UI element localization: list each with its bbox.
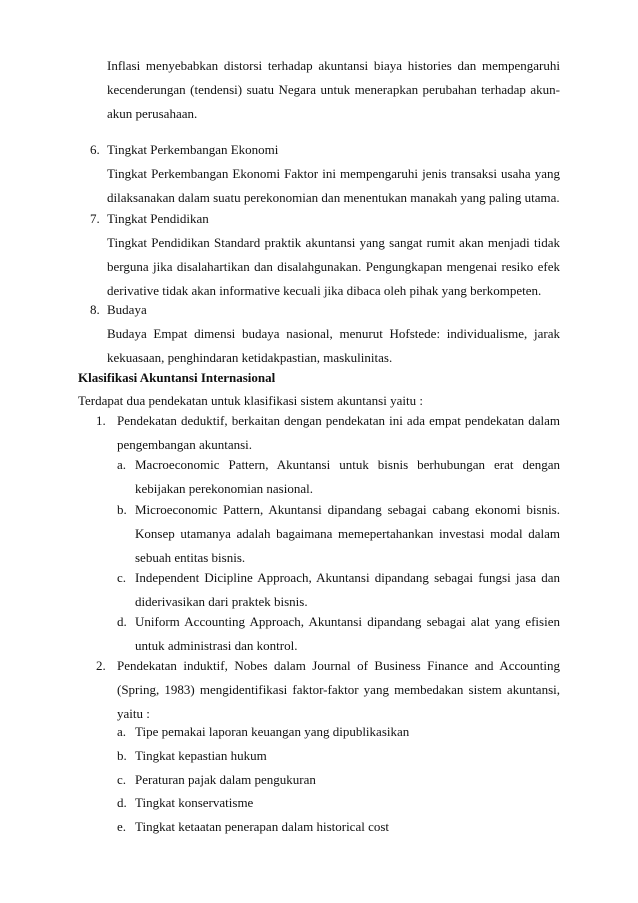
factor-title: Tingkat Perkembangan Ekonomi — [107, 142, 279, 157]
approach-text: Pendekatan induktif, Nobes dalam Journal of Business Finance and Accounting (Spring, 1983) mengidentifikasi faktor-faktor yang membedakan sistem akuntansi, yaitu : — [117, 658, 560, 721]
list-letter: d. — [117, 795, 127, 810]
list-item: Tipe pemakai laporan keuangan yang dipublikasikan — [135, 724, 410, 739]
factor-text: Budaya Empat dimensi budaya nasional, menurut Hofstede: individualisme, jarak kekuasaan, penghindaran ketidakpastian, maskulinitas. — [107, 326, 560, 365]
intro-text: Terdapat dua pendekatan untuk klasifikasi sistem akuntansi yaitu : — [78, 393, 423, 408]
approach-number: 2. — [96, 658, 106, 673]
approach-number: 1. — [96, 413, 106, 428]
section-heading: Klasifikasi Akuntansi Internasional — [78, 370, 276, 385]
list-item: Tingkat ketaatan penerapan dalam historical cost — [135, 819, 390, 834]
inflation-paragraph: Inflasi menyebabkan distorsi terhadap akuntansi biaya histories dan mempengaruhi kecenderungan (tendensi) suatu Negara untuk menerapkan perubahan terhadap akun-akun perusahaan. — [107, 58, 560, 121]
list-letter: a. — [117, 724, 127, 739]
list-letter: b. — [117, 748, 127, 763]
factor-title: Tingkat Pendidikan — [107, 211, 209, 226]
list-item: Microeconomic Pattern, Akuntansi dipandang sebagai cabang ekonomi bisnis. Konsep utamanya adalah bagaimana memepertahankan investasi modal dalam sebuah entitas bisnis. — [135, 502, 560, 565]
list-item: Independent Dicipline Approach, Akuntansi dipandang sebagai fungsi jasa dan diderivasikan dari praktek bisnis. — [135, 570, 560, 609]
list-letter: c. — [117, 570, 127, 585]
factor-number: 6. — [90, 142, 100, 157]
list-letter: d. — [117, 614, 127, 629]
list-letter: b. — [117, 502, 127, 517]
list-letter: e. — [117, 819, 127, 834]
list-letter: c. — [117, 772, 127, 787]
factor-text: Tingkat Perkembangan Ekonomi Faktor ini mempengaruhi jenis transaksi usaha yang dilaksanakan dalam suatu perekonomian dan menentukan manakah yang paling utama. — [107, 166, 560, 205]
list-item: Peraturan pajak dalam pengukuran — [135, 772, 316, 787]
approach-text: Pendekatan deduktif, berkaitan dengan pendekatan ini ada empat pendekatan dalam pengembangan akuntansi. — [117, 413, 560, 452]
factor-text: Tingkat Pendidikan Standard praktik akuntansi yang sangat rumit akan menjadi tidak berguna jika disalahartikan dan disalahgunakan. Pengungkapan mengenai resiko efek derivative tidak akan informative kecuali jika dibaca oleh pihak yang berkompeten. — [107, 235, 560, 298]
list-item: Uniform Accounting Approach, Akuntansi dipandang sebagai alat yang efisien untuk administrasi dan kontrol. — [135, 614, 560, 653]
list-item: Macroeconomic Pattern, Akuntansi untuk bisnis berhubungan erat dengan kebijakan perekonomian nasional. — [135, 457, 560, 496]
list-letter: a. — [117, 457, 127, 472]
factor-number: 8. — [90, 302, 100, 317]
list-item: Tingkat kepastian hukum — [135, 748, 267, 763]
list-item: Tingkat konservatisme — [135, 795, 254, 810]
factor-number: 7. — [90, 211, 100, 226]
factor-title: Budaya — [107, 302, 147, 317]
